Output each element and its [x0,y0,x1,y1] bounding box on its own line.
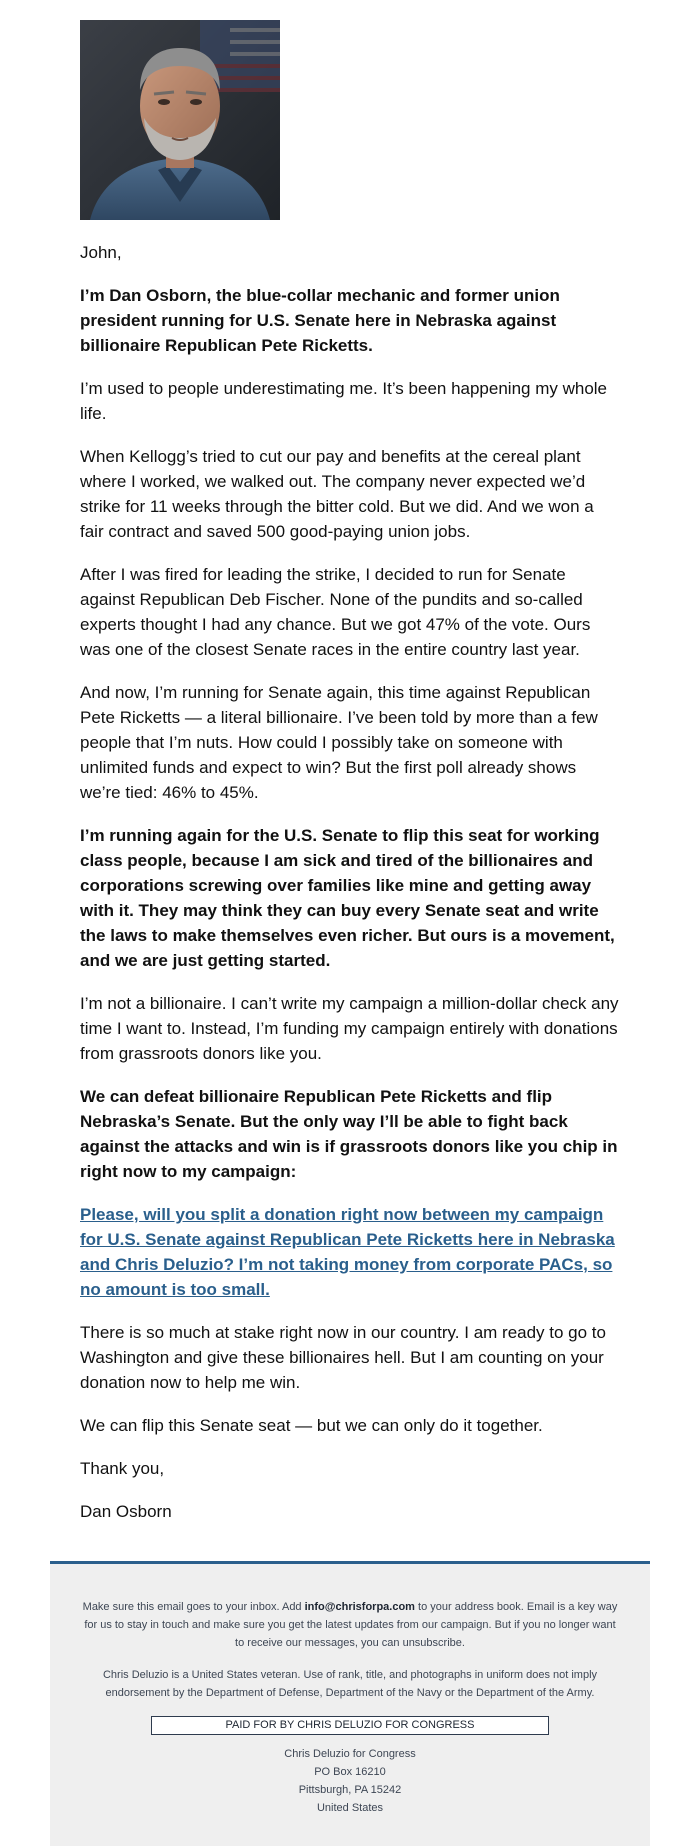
signature: Dan Osborn [80,1502,172,1521]
email-body [80,20,620,1542]
address-line: Pittsburgh, PA 15242 [298,1784,402,1796]
body-paragraph: And now, I’m running for Senate again, this time against Republican Pete Ricketts — a literal billionaire. I’ve been told by more than a few people that I’m nuts. How could I possibly take on someone with unlimited funds and expect to win? But the first poll already shows we’re tied: 46% to 45%. [80,683,598,802]
contact-email[interactable]: info@chrisforpa.com [304,1601,415,1613]
body-paragraph: When Kellogg’s tried to cut our pay and benefits at the cereal plant where I worked, we walked out. The company never expected we’d strike for 11 weeks through the bitter cold. But we did. And we won a fair contract and saved 500 good-paying union jobs. [80,447,594,541]
body-paragraph: There is so much at stake right now in our country. I am ready to go to Washington and give these billionaires hell. But I am counting on your donation now to help me win. [80,1323,606,1392]
inbox-notice-text: to your address book. Email is a key way for us to stay in touch and make sure you get the latest updates from our campaign. But if you no longer want to receive our messages, you can unsubscribe. [84,1601,618,1649]
address-line: Chris Deluzio for Congress [284,1748,416,1760]
address-line: PO Box 16210 [314,1766,386,1778]
body-paragraph: We can flip this Senate seat — but we can only do it together. [80,1416,543,1435]
signoff: Thank you, [80,1459,165,1478]
donate-paragraph [80,1202,620,1302]
inbox-notice-text: Make sure this email goes to your inbox. Add [82,1601,305,1613]
body-paragraph: After I was fired for leading the strike, I decided to run for Senate against Republican Deb Fischer. None of the pundits and so-called experts thought I had any chance. But we got 47% of the vote. Ours was one of the closest Senate races in the entire country last year. [80,565,591,659]
donate-link[interactable]: Please, will you split a donation right now between my campaign for U.S. Senate against Republican Pete Ricketts here in Nebraska and Chris Deluzio? I’m not taking money from corporate PACs, so no amount is too small. [80,1205,615,1299]
body-paragraph: I’m not a billionaire. I can’t write my campaign a million-dollar check any time I want to. Instead, I’m funding my campaign entirely with donations from grassroots donors like you. [80,994,619,1063]
bold-paragraph: I’m running again for the U.S. Senate to flip this seat for working class people, because I am sick and tired of the billionaires and corporations screwing over families like mine and getting away with it. They may think they can buy every Senate seat and write the laws to make themselves even richer. But ours is a movement, and we are just getting started. [80,826,615,970]
greeting: John, [80,243,122,262]
address-line: United States [316,1802,384,1814]
body-paragraph: I’m used to people underestimating me. It’s been happening my whole life. [80,379,608,423]
veteran-disclaimer: Chris Deluzio is a United States veteran. Use of rank, title, and photographs in uniform does not imply endorsement by the Department of Defense, Department of the Navy or the Department of the Army. [102,1669,598,1699]
portrait-photo [80,20,280,220]
inbox-notice [80,1598,620,1652]
paid-for-box: PAID FOR BY CHRIS DELUZIO FOR CONGRESS [151,1716,549,1735]
mailing-address [80,1745,620,1817]
intro-paragraph: I’m Dan Osborn, the blue-collar mechanic and former union president running for U.S. Senate here in Nebraska against billionaire Republican Pete Ricketts. [80,286,560,355]
email-footer [50,1561,650,1846]
bold-paragraph: We can defeat billionaire Republican Pete Ricketts and flip Nebraska’s Senate. But the only way I’ll be able to fight back against the attacks and win is if grassroots donors like you chip in right now to my campaign: [80,1087,618,1181]
